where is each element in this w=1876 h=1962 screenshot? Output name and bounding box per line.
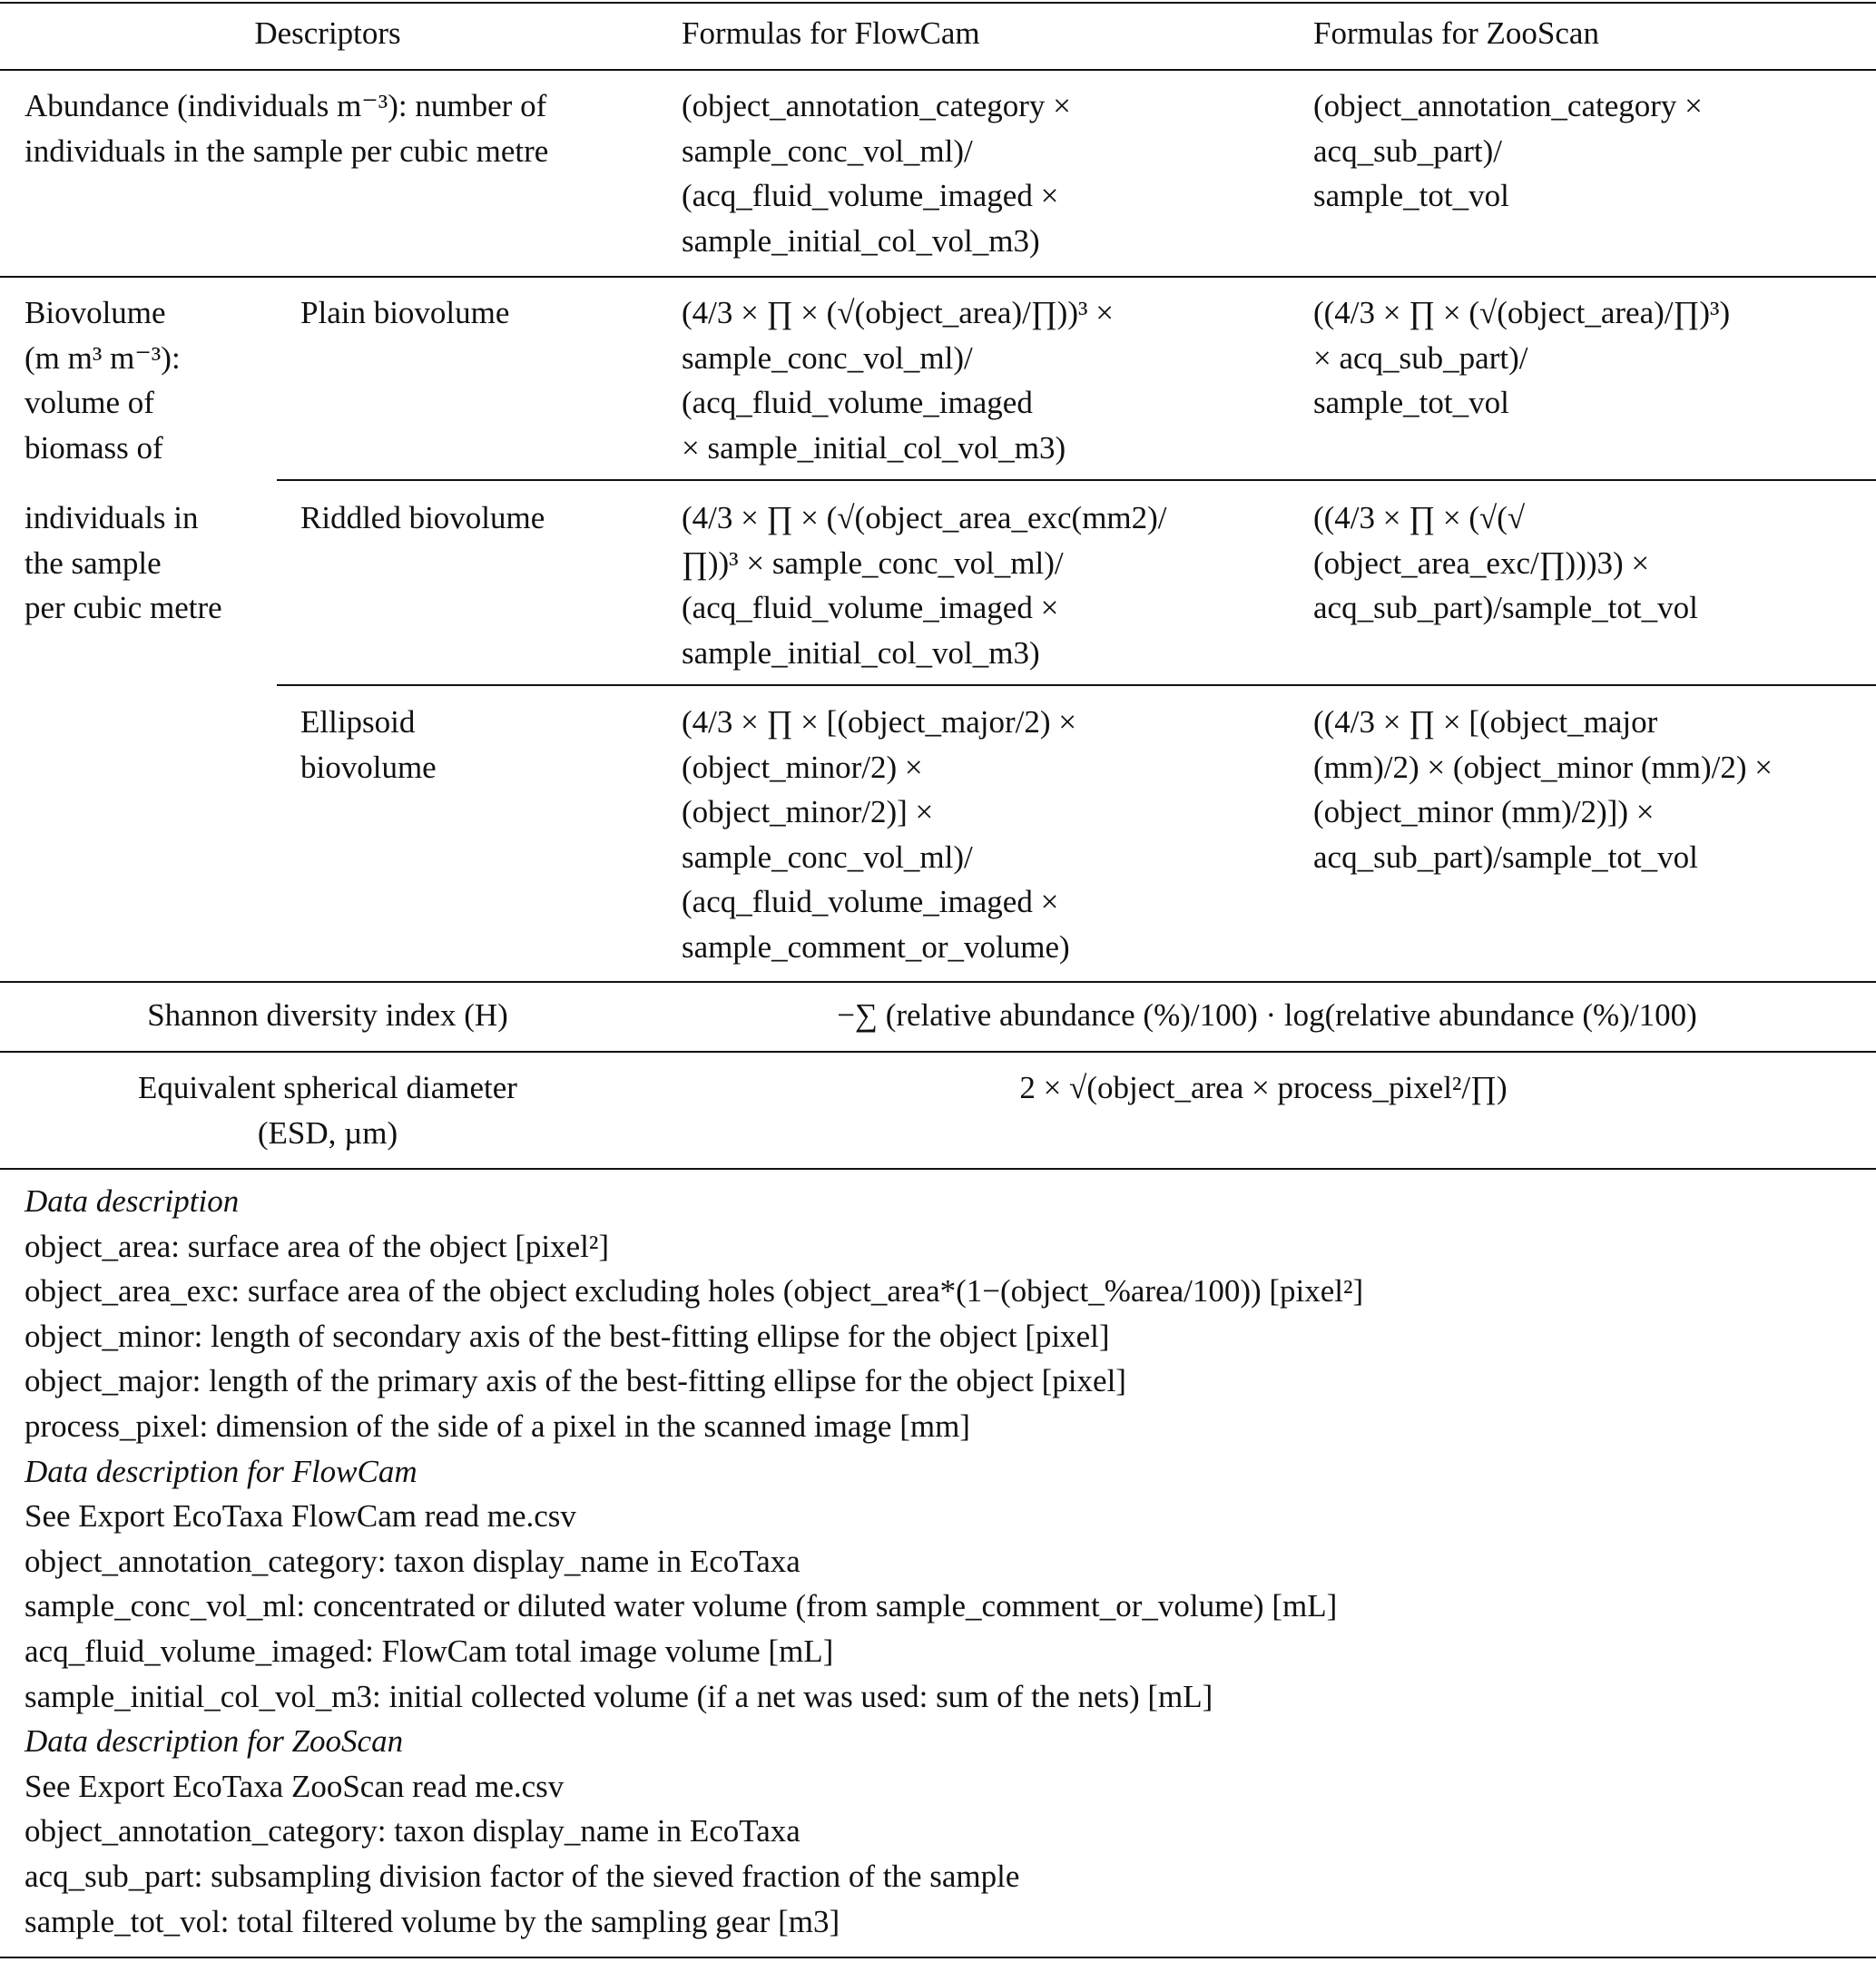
ellipsoid-biovolume-flowcam [682, 700, 1076, 970]
notes-line: object_area_exc: surface area of the object excluding holes (object_area*(1−(object_%area/100)) [pixel²] [25, 1273, 1364, 1310]
cell-line: ((4/3 × ∏ × (√(√ [1313, 500, 1526, 535]
esd-formula [1019, 1065, 1507, 1111]
cell-line: Formulas for ZooScan [1313, 15, 1599, 51]
cell-line: (mm)/2) × (object_minor (mm)/2) × [1313, 749, 1773, 785]
cell-line: individuals in the sample per cubic metre [25, 132, 549, 169]
cell-line: biomass of [25, 429, 163, 466]
cell-line: (acq_fluid_volume_imaged × [682, 178, 1059, 214]
cell-line: (object_minor/2) × [682, 749, 923, 785]
cell-line: (ESD, µm) [257, 1114, 398, 1151]
abundance-flowcam [682, 83, 1071, 263]
ellipsoid-biovolume-zooscan [1313, 700, 1773, 879]
cell-line: acq_sub_part)/sample_tot_vol [1313, 590, 1698, 626]
cell-line: individuals in [25, 500, 199, 535]
table-rule [277, 479, 1876, 481]
header-descriptors [254, 11, 400, 56]
table-rule [0, 276, 1876, 278]
notes-line: sample_tot_vol: total filtered volume by the sampling gear [m3] [25, 1903, 840, 1939]
notes-line: object_minor: length of secondary axis of the best-fitting ellipse for the object [pixel] [25, 1318, 1110, 1354]
cell-line: 2 × √(object_area × process_pixel²/∏) [1019, 1070, 1508, 1105]
cell-line: per cubic metre [25, 590, 222, 626]
cell-line: Riddled biovolume [300, 500, 545, 535]
table-rule [0, 69, 1876, 71]
esd-label [138, 1065, 517, 1155]
cell-line: sample_initial_col_vol_m3) [682, 222, 1040, 259]
cell-line: (acq_fluid_volume_imaged × [682, 590, 1059, 626]
cell-line: sample_conc_vol_ml)/ [682, 839, 973, 875]
cell-line: × acq_sub_part)/ [1313, 339, 1528, 376]
cell-line: (acq_fluid_volume_imaged × [682, 884, 1059, 920]
shannon-formula [837, 993, 1696, 1038]
cell-line: sample_conc_vol_ml)/ [682, 132, 973, 169]
notes-line: acq_fluid_volume_imaged: FlowCam total image volume [mL] [25, 1633, 834, 1669]
cell-line: −∑ (relative abundance (%)/100) · log(relative abundance (%)/100) [837, 997, 1697, 1033]
table-rule [0, 1168, 1876, 1170]
biovolume-descriptor-cont [25, 495, 222, 631]
abundance-zooscan [1313, 83, 1703, 219]
notes-line: See Export EcoTaxa FlowCam read me.csv [25, 1498, 576, 1535]
cell-line: (acq_fluid_volume_imaged [682, 385, 1033, 421]
ellipsoid-biovolume-label [300, 700, 437, 790]
plain-biovolume-zooscan [1313, 290, 1730, 426]
notes-heading: Data description for FlowCam [25, 1453, 417, 1489]
notes-line: acq_sub_part: subsampling division factor of the sieved fraction of the sample [25, 1858, 1020, 1894]
notes-line: object_area: surface area of the object [pixel²] [25, 1228, 610, 1264]
abundance-descriptor [25, 83, 548, 173]
cell-line: acq_sub_part)/sample_tot_vol [1313, 839, 1698, 875]
cell-line: Ellipsoid [300, 704, 416, 740]
plain-biovolume-flowcam [682, 290, 1114, 470]
cell-line: (object_annotation_category × [682, 88, 1071, 123]
cell-line: biovolume [300, 749, 437, 785]
notes-heading: Data description [25, 1183, 240, 1219]
header-zooscan [1313, 11, 1599, 56]
data-description-notes [25, 1179, 1363, 1944]
cell-line: (object_minor/2)] × [682, 794, 934, 830]
cell-line: Abundance (individuals m⁻³): number of [25, 88, 547, 123]
cell-line: ∏))³ × sample_conc_vol_ml)/ [682, 544, 1064, 581]
table-rule [0, 1051, 1876, 1053]
table-rule [0, 981, 1876, 983]
cell-line: Descriptors [254, 15, 401, 51]
table-rule [0, 1957, 1876, 1958]
cell-line: ((4/3 × ∏ × (√(object_area)/∏)³) [1313, 295, 1731, 330]
cell-line: Biovolume [25, 295, 166, 330]
header-flowcam [682, 11, 980, 56]
notes-line: object_annotation_category: taxon display_name in EcoTaxa [25, 1813, 800, 1849]
cell-line: Formulas for FlowCam [682, 15, 980, 51]
biovolume-descriptor [25, 290, 181, 470]
cell-line: Plain biovolume [300, 295, 510, 330]
cell-line: × sample_initial_col_vol_m3) [682, 429, 1066, 466]
notes-heading: Data description for ZooScan [25, 1723, 404, 1760]
notes-line: sample_conc_vol_ml: concentrated or diluted water volume (from sample_comment_or_volume) [mL] [25, 1588, 1338, 1624]
table-rule [277, 684, 1876, 686]
plain-biovolume-label [300, 290, 509, 336]
notes-line: sample_initial_col_vol_m3: initial collected volume (if a net was used: sum of the nets) [mL] [25, 1678, 1213, 1714]
cell-line: Equivalent spherical diameter [138, 1070, 517, 1105]
cell-line: (object_area_exc/∏)))3) × [1313, 544, 1650, 581]
riddled-biovolume-label [300, 495, 545, 541]
cell-line: (4/3 × ∏ × (√(object_area)/∏))³ × [682, 295, 1114, 330]
cell-line: acq_sub_part)/ [1313, 132, 1502, 169]
cell-line: Shannon diversity index (H) [147, 997, 508, 1033]
cell-line: (4/3 × ∏ × [(object_major/2) × [682, 704, 1077, 740]
table-rule [0, 2, 1876, 4]
riddled-biovolume-flowcam [682, 495, 1167, 675]
cell-line: (m m³ m⁻³): [25, 339, 181, 376]
cell-line: (object_annotation_category × [1313, 88, 1703, 123]
cell-line: sample_tot_vol [1313, 385, 1509, 421]
notes-line: See Export EcoTaxa ZooScan read me.csv [25, 1768, 565, 1804]
notes-line: object_major: length of the primary axis of the best-fitting ellipse for the object [pixel] [25, 1363, 1126, 1399]
cell-line: ((4/3 × ∏ × [(object_major [1313, 704, 1658, 740]
shannon-label [147, 993, 508, 1038]
cell-line: sample_tot_vol [1313, 178, 1509, 214]
cell-line: sample_conc_vol_ml)/ [682, 339, 973, 376]
cell-line: volume of [25, 385, 154, 421]
cell-line: sample_initial_col_vol_m3) [682, 634, 1040, 671]
cell-line: (4/3 × ∏ × (√(object_area_exc(mm2)/ [682, 500, 1167, 535]
notes-line: object_annotation_category: taxon display_name in EcoTaxa [25, 1543, 800, 1579]
riddled-biovolume-zooscan [1313, 495, 1698, 631]
notes-line: process_pixel: dimension of the side of a pixel in the scanned image [mm] [25, 1408, 970, 1444]
cell-line: the sample [25, 544, 162, 581]
cell-line: sample_comment_or_volume) [682, 928, 1070, 965]
cell-line: (object_minor (mm)/2)]) × [1313, 794, 1655, 830]
